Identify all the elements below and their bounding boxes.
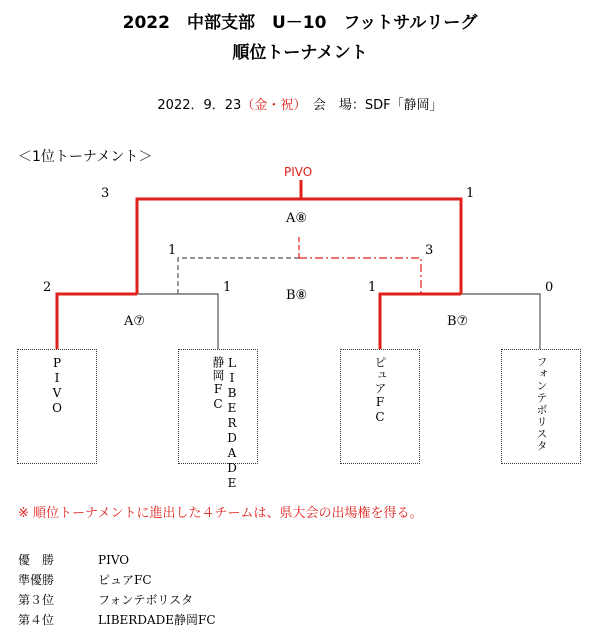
score-semi2-left: 1 [368,280,377,295]
team-name-pivo: PIVO [50,356,64,416]
score-semi1-left: 2 [43,280,52,295]
standing-row [18,571,216,591]
team-box-fonte-bolista [501,349,581,464]
standing-team: PIVO [98,553,130,567]
match-label-semi-left: A⑦ [124,314,146,329]
score-third-left: 1 [168,243,177,258]
third-line-left [178,258,299,294]
title-line-1: 2022 中部支部 U－10 フットサルリーグ [122,13,478,33]
standing-place: 第４位 [18,613,55,627]
score-final-left: 3 [101,186,110,201]
section-title: ＜1位トーナメント＞ [18,149,153,165]
score-final-right: 1 [466,186,475,201]
event-venue: 会 場：SDF「静岡」 [299,98,443,113]
final-standings [18,551,216,631]
qualification-note: ※ 順位トーナメントに進出した４チームは、県大会の出場権を得る。 [18,506,423,521]
champion-label: PIVO [284,165,313,179]
standing-place: 準優勝 [18,573,55,587]
final-line-left [137,199,301,294]
score-semi1-right: 1 [223,280,232,295]
standing-row [18,611,216,631]
standing-team: LIBERDADE静岡FC [98,613,216,627]
match-label-third: B⑧ [286,288,308,303]
team-box-liberdade [178,349,258,491]
event-date: 2022．9．23 [157,98,242,113]
semi2-line-right [461,294,540,349]
title-line-2: 順位トーナメント [232,43,368,63]
standing-row [18,591,216,611]
score-third-right: 3 [425,243,434,258]
standing-place: 第３位 [18,593,55,607]
team-box-pure-fc [340,349,420,464]
final-line-right [301,199,461,294]
standing-row [18,551,216,571]
semi1-line-right [137,294,218,349]
standing-place: 優 勝 [18,553,55,567]
event-day: （金・祝） [241,98,300,113]
team-name-pure-fc: ピュアFC [373,356,387,425]
third-line-right [299,258,421,294]
team-name-fonte-bolista: フォンテボリスタ [535,356,548,452]
team-box-pivo [17,349,97,464]
standing-team: ピュアFC [98,573,152,587]
match-label-semi-right: B⑦ [447,314,469,329]
match-label-final: A⑧ [286,211,308,226]
score-semi2-right: 0 [545,280,554,295]
team-name-liberdade: LIBERDADE静岡FC [211,356,239,491]
standing-team: フォンテボリスタ [98,593,194,607]
